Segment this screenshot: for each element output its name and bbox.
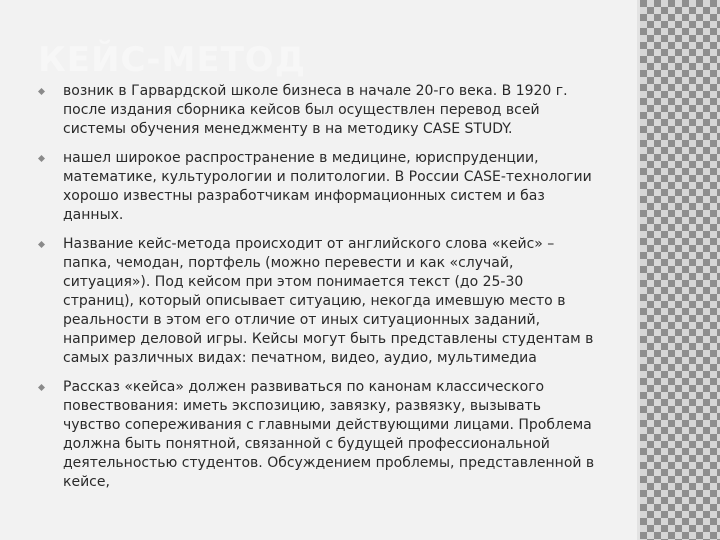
list-item bbox=[38, 82, 598, 139]
bullet-text: нашел широкое распространение в медицине, юриспруденции, математике, культурологии и политологии. В России CASE-технологии хорошо известны разработчикам информационных систем и баз данных. bbox=[63, 150, 592, 223]
bullet-text: возник в Гарвардской школе бизнеса в начале 20-го века. В 1920 г. после издания сборника кейсов был осуществлен перевод всей системы обучения менеджменту в на методику CASE STUDY. bbox=[63, 83, 568, 137]
bullet-text: Название кейс-метода происходит от английского слова «кейс» – папка, чемодан, портфель (можно перевести и как «случай, ситуация»). Под кейсом при этом понимается текст (до 25-30 страниц), который описывает ситуацию, некогда имевшую место в реальности в этом его отличие от иных ситуационных заданий, например деловой игры. Кейсы могут быть представлены студентам в самых различных видах: печатном, видео, аудио, мультимедиа bbox=[63, 236, 594, 366]
slide-title: КЕЙС-МЕТОД bbox=[38, 40, 306, 80]
list-item bbox=[38, 149, 598, 225]
decorative-pattern-strip bbox=[640, 0, 720, 540]
list-item bbox=[38, 235, 598, 368]
diamond-bullet-icon bbox=[38, 384, 45, 391]
diamond-bullet-icon bbox=[38, 241, 45, 248]
list-item bbox=[38, 378, 598, 492]
diamond-bullet-icon bbox=[38, 155, 45, 162]
bullet-text: Рассказ «кейса» должен развиваться по канонам классического повествования: иметь экспозицию, завязку, развязку, вызывать чувство сопереживания с главными действующими лицами. Проблема должна быть понятной, связанной с будущей профессиональной деятельностью студентов. Обсуждением проблемы, представленной в кейсе, bbox=[63, 379, 595, 490]
bullet-list bbox=[38, 82, 598, 502]
diamond-bullet-icon bbox=[38, 88, 45, 95]
